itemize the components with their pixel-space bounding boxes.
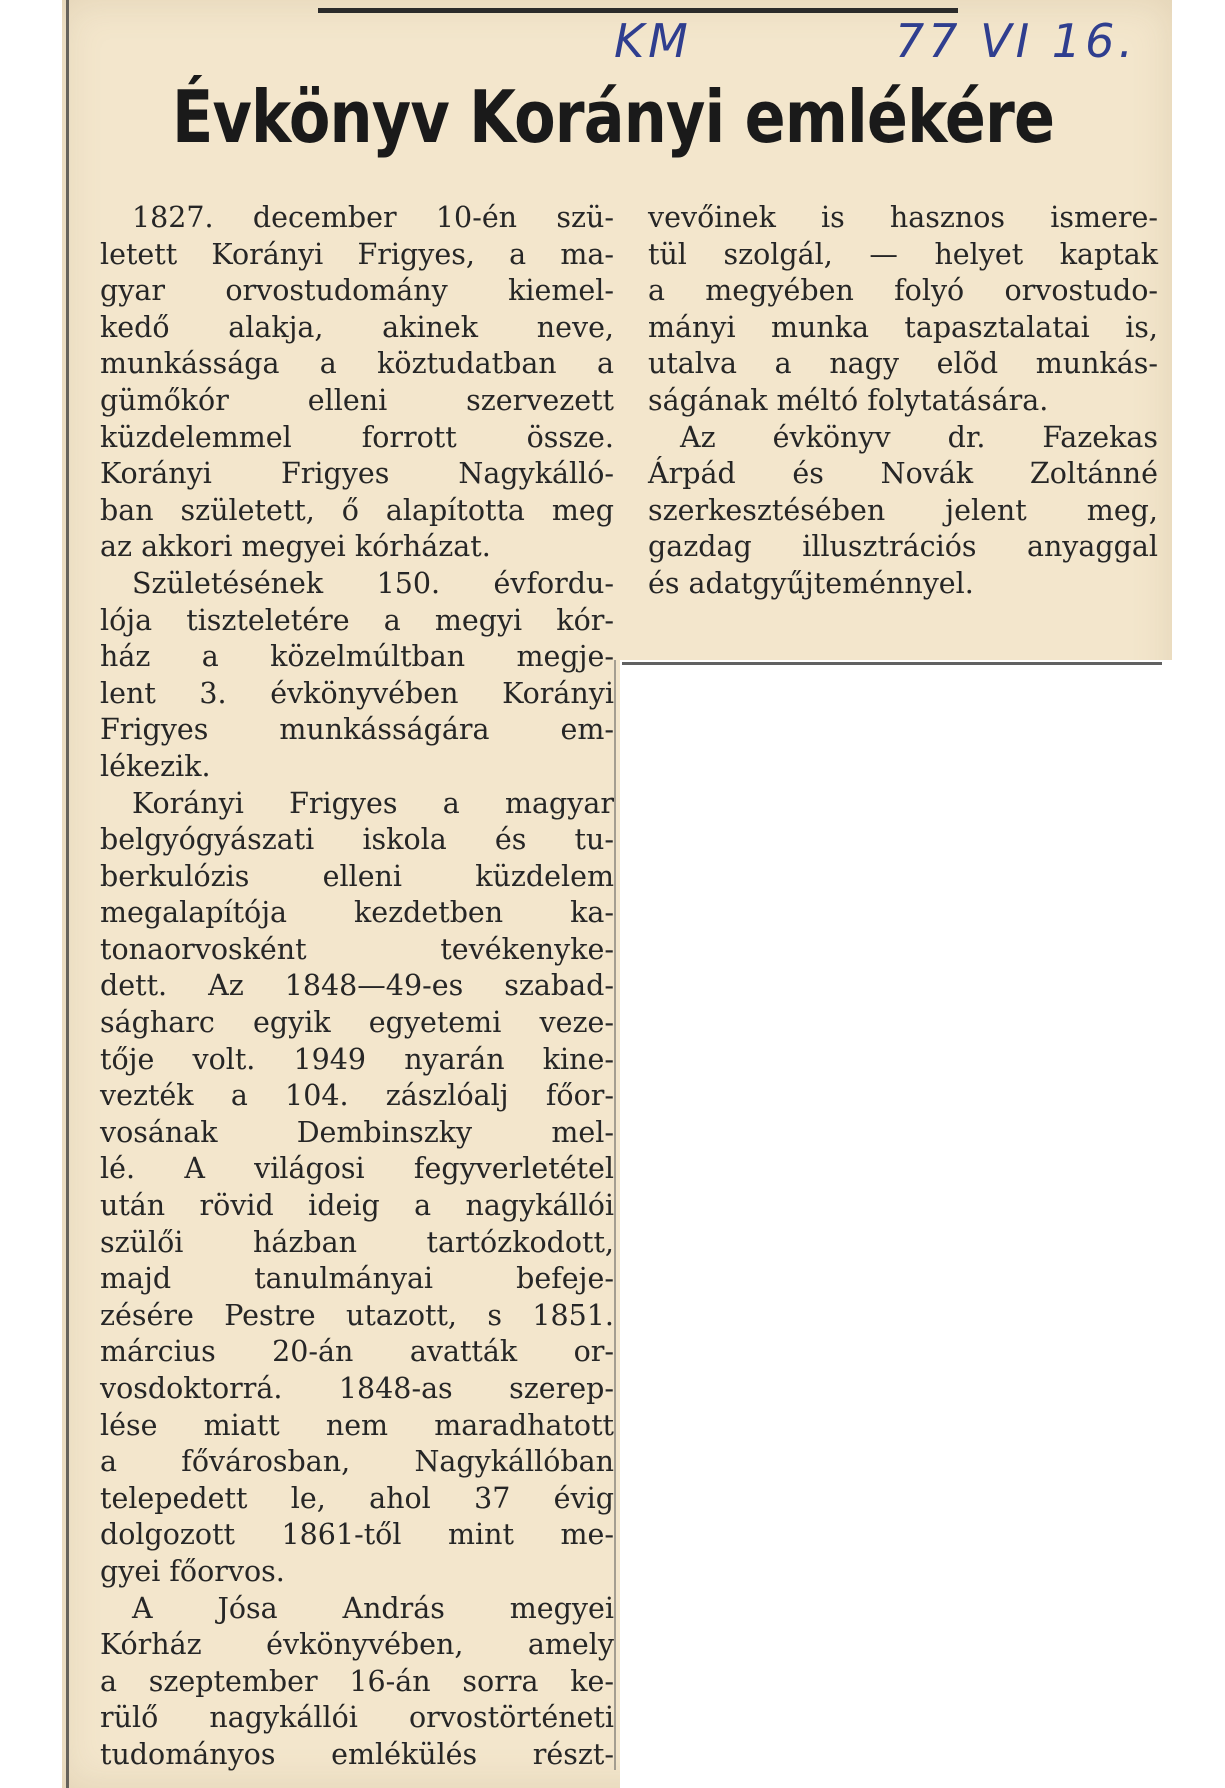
headline: Évkönyv Korányi emlékére <box>172 75 1055 159</box>
column-end-rule <box>622 662 1162 665</box>
text-line: ságharc egyik egyetemi veze- <box>100 1006 614 1040</box>
text-line: az akkori megyei kórházat. <box>100 530 491 564</box>
text-line: telepedett le, ahol 37 évig <box>100 1481 614 1515</box>
text-line: letett Korányi Frigyes, a ma- <box>100 237 614 271</box>
text-line: gümőkór elleni szervezett <box>100 383 614 417</box>
text-line: vezték a 104. zászlóalj főor- <box>100 1079 614 1113</box>
text-line: a fővárosban, Nagykállóban <box>100 1445 614 1479</box>
text-line: kedő alakja, akinek neve, <box>100 310 614 344</box>
clipping-left-edge <box>66 0 69 1788</box>
text-line: gyar orvostudomány kiemel- <box>100 274 614 308</box>
text-line: zésére Pestre utazott, s 1851. <box>100 1298 614 1332</box>
text-line: Születésének 150. évfordu- <box>132 566 614 600</box>
text-line: ház a közelmúltban megje- <box>100 640 614 674</box>
text-line: lékezik. <box>100 749 211 783</box>
text-line: tudományos emlékülés részt- <box>100 1737 614 1771</box>
text-line: Frigyes munkásságára em- <box>100 713 614 747</box>
text-line: és adatgyűjteménnyel. <box>648 566 974 600</box>
text-line: tője volt. 1949 nyarán kine- <box>100 1042 614 1076</box>
text-line: belgyógyászati iskola és tu- <box>100 823 614 857</box>
text-line: dett. Az 1848—49-es szabad- <box>100 969 614 1003</box>
article-right-column <box>648 200 1158 603</box>
text-line: munkássága a köztudatban a <box>100 347 614 381</box>
text-line: vosának Dembinszky mel- <box>100 1115 614 1149</box>
text-line: Az évkönyv dr. Fazekas <box>680 420 1158 454</box>
text-line: majd tanulmányai befeje- <box>100 1262 614 1296</box>
text-line: berkulózis elleni küzdelem <box>100 859 614 893</box>
text-line: a szeptember 16-án sorra ke- <box>100 1664 614 1698</box>
text-line: vosdoktorrá. 1848-as szerep- <box>100 1372 614 1405</box>
text-line: ban született, ő alapította meg <box>100 493 614 527</box>
text-line: tül szolgál, — helyet kaptak <box>648 237 1158 271</box>
text-line: 1827. december 10-én szü- <box>132 201 614 234</box>
text-line: A Jósa András megyei <box>132 1591 614 1625</box>
text-line: lése miatt nem maradhatott <box>100 1408 614 1442</box>
text-line: lója tiszteletére a megyi kór- <box>100 603 614 637</box>
text-line: március 20-án avatták or- <box>100 1335 614 1369</box>
text-line: gyei főorvos. <box>100 1554 285 1588</box>
text-line: lent 3. évkönyvében Korányi <box>100 676 614 710</box>
text-line: a megyében folyó orvostudo- <box>648 274 1158 308</box>
top-rule <box>318 8 958 13</box>
article-left-column <box>100 200 614 1774</box>
text-line: szerkesztésében jelent meg, <box>648 493 1158 527</box>
text-line: utalva a nagy elõd munkás- <box>648 347 1158 381</box>
text-line: küzdelemmel forrott össze. <box>100 420 614 454</box>
text-line: megalapítója kezdetben ka- <box>100 896 614 930</box>
cut-away-area <box>620 660 1225 1788</box>
text-line: rülő nagykállói orvostörténeti <box>100 1701 614 1735</box>
handwritten-date-note: 77 VI 16. <box>895 14 1137 68</box>
column-divider <box>614 660 616 1770</box>
text-line: Árpád és Novák Zoltánné <box>648 457 1158 491</box>
text-line: Kórház évkönyvében, amely <box>100 1628 614 1662</box>
text-line: vevőinek is hasznos ismere- <box>648 201 1158 234</box>
text-line: dolgozott 1861-től mint me- <box>100 1518 614 1552</box>
text-line: tonaorvosként tevékenyke- <box>100 932 614 966</box>
handwritten-source-note: KM <box>614 14 692 68</box>
text-line: Korányi Frigyes a magyar <box>132 786 614 820</box>
text-line: szülői házban tartózkodott, <box>100 1225 614 1259</box>
text-line: lé. A világosi fegyverletétel <box>100 1152 614 1186</box>
text-line: Korányi Frigyes Nagykálló- <box>100 457 614 491</box>
scan-margin <box>0 0 62 1788</box>
text-line: gazdag illusztrációs anyaggal <box>648 530 1158 564</box>
text-line: után rövid ideig a nagykállói <box>100 1189 614 1223</box>
text-line: mányi munka tapasztalatai is, <box>648 310 1158 344</box>
text-line: ságának méltó folytatására. <box>648 383 1049 417</box>
